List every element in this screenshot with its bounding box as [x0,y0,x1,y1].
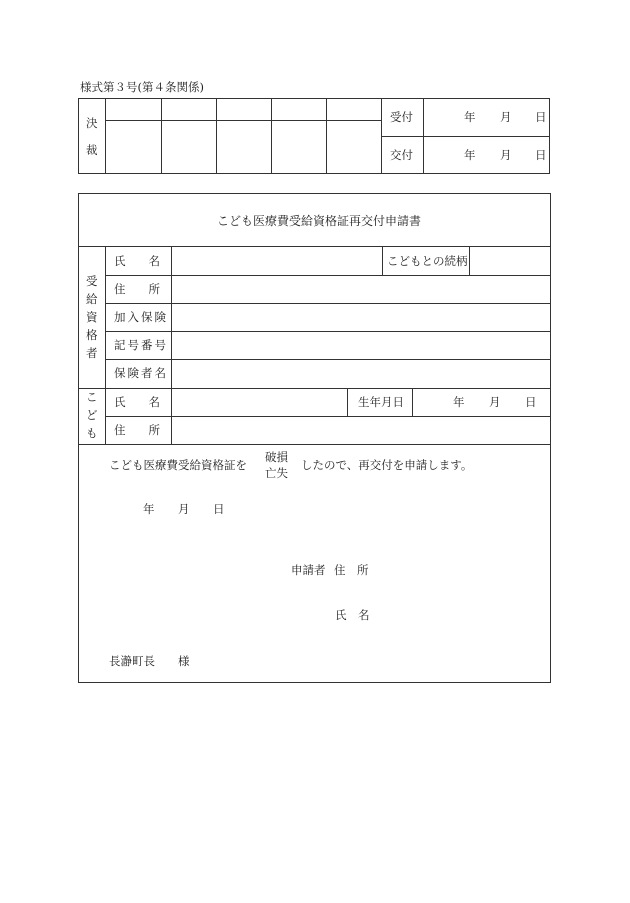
application-day: 日 [213,502,225,516]
approval-label-bottom: 裁 [86,143,98,157]
honorific: 様 [178,654,190,668]
applicant-label: 申請者 [291,563,326,577]
birthdate-label: 生年月日 [358,395,404,409]
reason-loss: 亡失 [265,466,288,480]
statement-start: こども医療費受給資格証を [109,458,247,472]
symbol-number-label: 記号番号 [114,338,168,352]
applicant-name-label: 氏 名 [335,608,370,622]
form-title: こども医療費受給資格証再交付申請書 [217,214,422,228]
issued-day: 日 [535,148,547,162]
child-section-char-1: こ [86,390,98,404]
recipient-section-char-2: 給 [86,292,98,306]
issued-label: 交付 [390,148,413,162]
insurance-label: 加入保険 [114,310,168,324]
recipient-section-char-5: 者 [86,346,98,360]
application-month: 月 [178,502,190,516]
relationship-label: こどもとの続柄 [387,254,468,268]
form-number-label: 様式第３号(第４条関係) [80,80,204,94]
application-form [78,193,551,683]
recipient-name-label: 氏 名 [114,254,160,268]
mayor-title: 長瀞町長 [109,654,155,668]
received-label: 受付 [390,110,413,124]
recipient-section-char-3: 資 [86,310,98,324]
reason-damage: 破損 [265,450,288,464]
applicant-address-label: 住 所 [334,563,369,577]
insurer-name-label: 保険者名 [114,366,168,380]
child-address-label: 住 所 [114,423,160,437]
statement-end: したので、再交付を申請します。 [301,458,473,472]
approval-table [78,98,550,174]
child-name-label: 氏 名 [114,395,160,409]
application-year: 年 [143,502,155,516]
birth-day: 日 [525,395,537,409]
recipient-section-char-1: 受 [86,274,98,288]
approval-label-top: 決 [86,116,98,130]
issued-year: 年 [464,148,476,162]
child-section-char-2: ど [86,408,98,422]
received-day: 日 [535,110,547,124]
birth-month: 月 [489,395,501,409]
birth-year: 年 [453,395,465,409]
recipient-address-label: 住 所 [114,282,160,296]
received-month: 月 [500,110,512,124]
recipient-section-char-4: 格 [86,328,98,342]
received-year: 年 [464,110,476,124]
issued-month: 月 [500,148,512,162]
child-section-char-3: も [86,426,98,440]
